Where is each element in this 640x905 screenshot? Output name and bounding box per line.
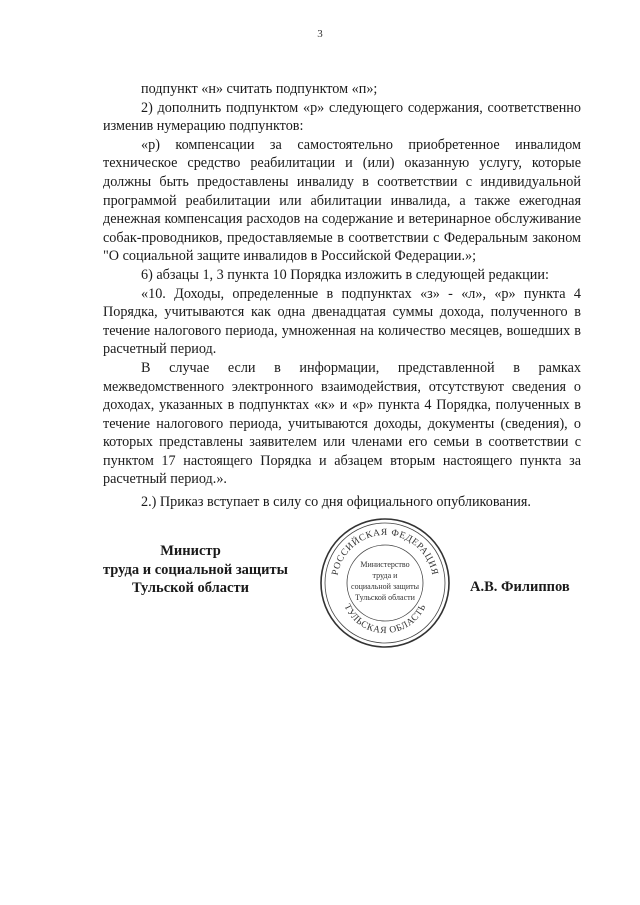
seal-center-line: социальной защиты: [351, 582, 419, 591]
signatory-title-line: труда и социальной защиты: [103, 561, 288, 578]
paragraph-point-10-text: «10. Доходы, определенные в подпунктах «з» - «л», «р» пункта 4 Порядка, учитываются как одна двенадцатая суммы дохода, полученного в течение налогового периода, умноженная на количество месяцев, вошедших в расчетный период.: [103, 285, 581, 358]
document-body: [103, 80, 581, 512]
seal-center-line: труда и: [372, 571, 398, 580]
signatory-title-line: Тульской области: [132, 580, 249, 596]
seal-center-line: Тульской области: [355, 593, 415, 602]
paragraph-subitem-r-text: «р) компенсации за самостоятельно приобретенное инвалидом техническое средство реабилитации и (или) оказанную услугу, которые должны быть предоставлены инвалиду в соответствии с индивидуальной программой реабилитации или абилитации инвалида, а также ежегодная денежная компенсация расходов на содержание и ветеринарное обслуживание собак-проводников, предоставляемые в соответствии с Федеральным законом "О социальной защите инвалидов в Российской Федерации.»;: [103, 136, 581, 265]
paragraph-point-10-second: В случае если в информации, представленной в рамках межведомственного электронного взаимодействия, отсутствуют сведения о доходах, указанных в подпунктах «к» и «р» пункта 4 Порядка, полученных в течение налогового периода, учитываются доходы, документы (сведения), о которых представлены заявителем или членами его семьи в соответствии с пунктом 17 настоящего Порядка и абзацем вторым настоящего пункта за расчетный период.».: [103, 359, 581, 488]
svg-text:ТУЛЬСКАЯ ОБЛАСТЬ: [342, 603, 429, 636]
seal-ring-bottom-text: ТУЛЬСКАЯ ОБЛАСТЬ: [341, 602, 429, 637]
signatory-title: [103, 542, 288, 598]
paragraph-add-subitem-r: 2) дополнить подпунктом «р» следующего содержания, соответственно изменив нумерацию подпунктов:: [103, 99, 581, 135]
paragraph-subitem-rename: подпункт «н» считать подпунктом «п»;: [141, 81, 378, 97]
seal-ring-top-text: РОССИЙСКАЯ ФЕДЕРАЦИЯ: [330, 527, 440, 577]
signatory-name: А.В. Филиппов: [470, 579, 570, 595]
svg-text:РОССИЙСКАЯ ФЕДЕРАЦИЯ: [331, 528, 440, 576]
page-number: 3: [317, 28, 323, 40]
paragraph-effective-date: 2.) Приказ вступает в силу со дня официального опубликования.: [141, 494, 531, 511]
seal-center-line: Министерство: [360, 560, 410, 569]
official-seal: [317, 515, 453, 651]
signatory-title-line: Министр: [160, 543, 221, 559]
paragraph-point-10-intro: 6) абзацы 1, 3 пункта 10 Порядка изложить в следующей редакции:: [141, 266, 549, 283]
